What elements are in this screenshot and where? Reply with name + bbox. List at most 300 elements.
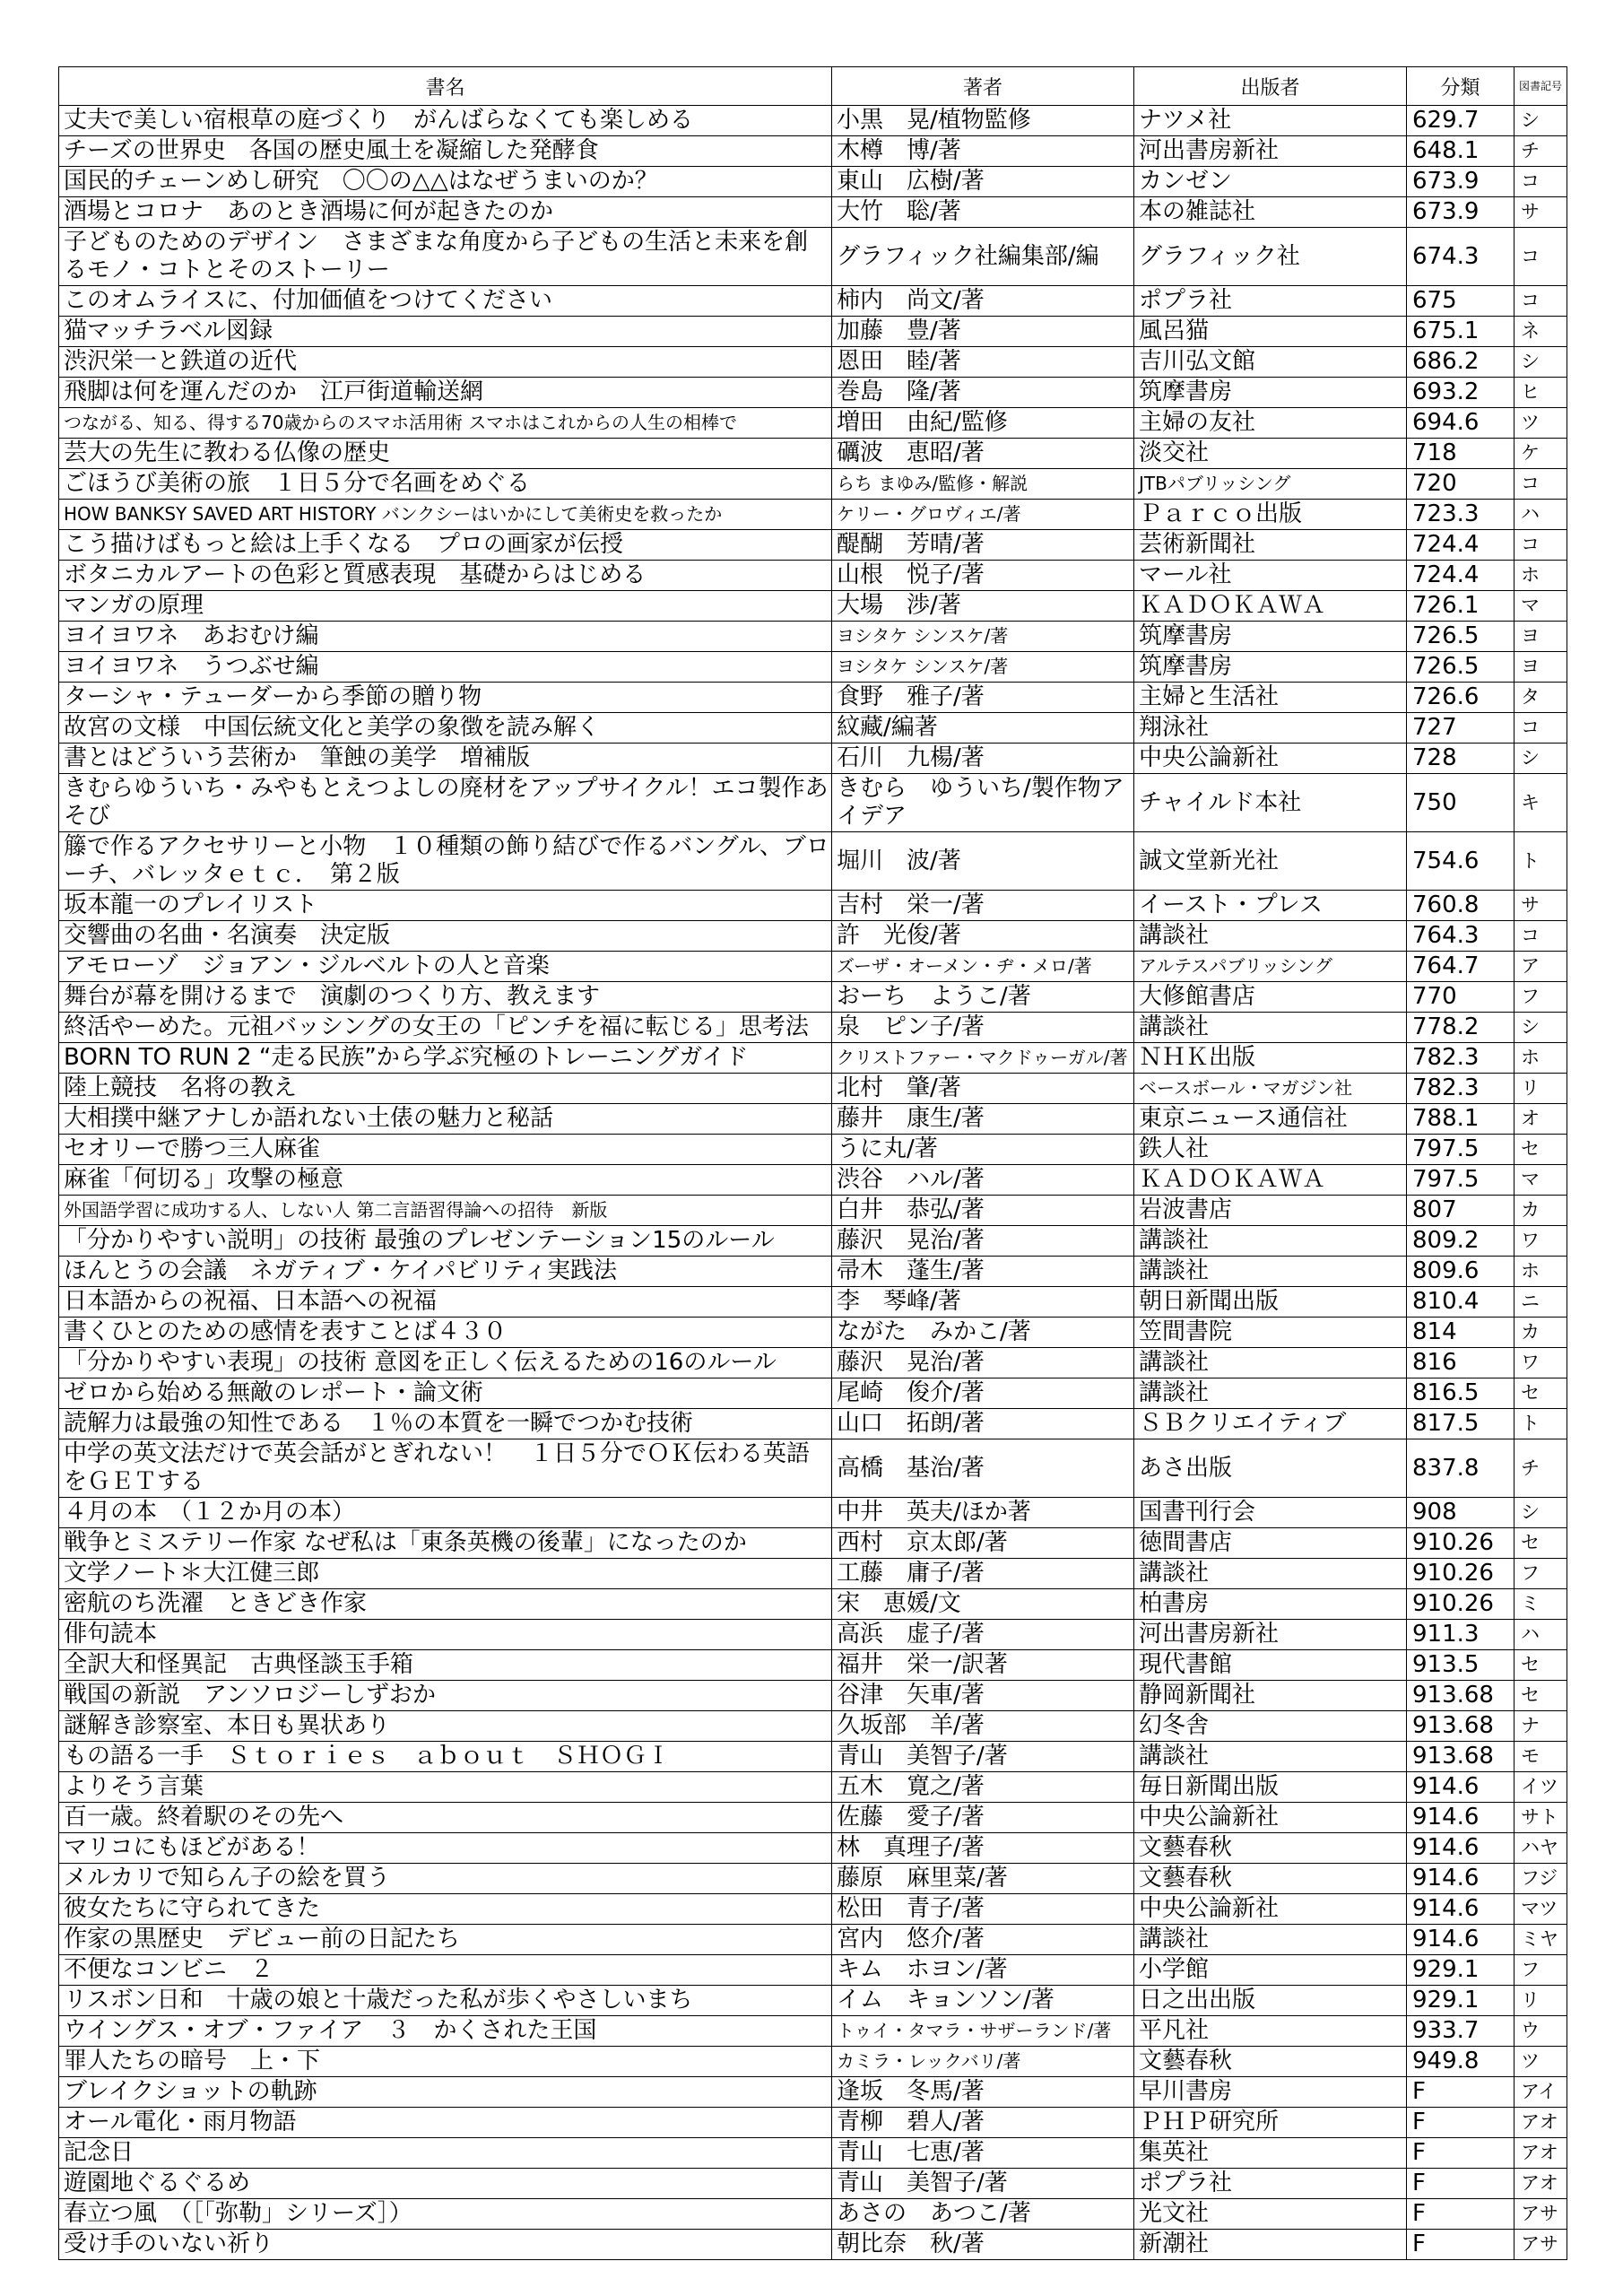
book-title: アモローゾ ジョアン・ジルベルトの人と音楽 (59, 952, 832, 982)
book-author: 尾崎 俊介/著 (832, 1378, 1134, 1409)
book-mark: フ (1515, 982, 1567, 1013)
book-mark: オ (1515, 1104, 1567, 1135)
book-classification: 913.5 (1407, 1650, 1515, 1681)
book-title: オール電化・雨月物語 (59, 2108, 832, 2138)
book-title: ４月の本 （１２か月の本） (59, 1498, 832, 1528)
table-row (59, 832, 1567, 891)
book-title: 作家の黒歴史 デビュー前の日記たち (59, 1925, 832, 1955)
book-author: 東山 広樹/著 (832, 167, 1134, 197)
book-author: 中井 英夫/ほか著 (832, 1498, 1134, 1528)
book-publisher: 日之出出版 (1134, 1986, 1407, 2016)
book-publisher: 本の雑誌社 (1134, 197, 1407, 228)
book-mark: リ (1515, 1074, 1567, 1104)
book-mark: イツ (1515, 1772, 1567, 1803)
book-author: 小黒 晃/植物監修 (832, 106, 1134, 136)
book-classification: 726.1 (1407, 591, 1515, 622)
book-author: 白井 恭弘/著 (832, 1196, 1134, 1226)
book-title: セオリーで勝つ三人麻雀 (59, 1135, 832, 1165)
book-title: ごほうび美術の旅 １日５分で名画をめぐる (59, 469, 832, 500)
book-mark: コ (1515, 530, 1567, 561)
table-row (59, 1894, 1567, 1925)
table-row (59, 1986, 1567, 2016)
book-classification: 797.5 (1407, 1135, 1515, 1165)
book-publisher: 筑摩書房 (1134, 622, 1407, 652)
book-publisher: 集英社 (1134, 2138, 1407, 2169)
table-row (59, 167, 1567, 197)
book-author: 加藤 豊/著 (832, 317, 1134, 347)
book-title: 百一歳。終着駅のその先へ (59, 1803, 832, 1833)
table-row (59, 744, 1567, 774)
book-title: よりそう言葉 (59, 1772, 832, 1803)
book-title: ヨイヨワネ うつぶせ編 (59, 652, 832, 683)
book-title: 渋沢栄一と鉄道の近代 (59, 347, 832, 378)
book-publisher: 光文社 (1134, 2199, 1407, 2230)
book-classification: 933.7 (1407, 2016, 1515, 2047)
book-author: 青山 美智子/著 (832, 2169, 1134, 2199)
table-row (59, 1589, 1567, 1620)
table-row (59, 530, 1567, 561)
book-mark: ト (1515, 1409, 1567, 1439)
book-publisher: 風呂猫 (1134, 317, 1407, 347)
book-title: 外国語学習に成功する人、しない人 第二言語習得論への招待 新版 (59, 1196, 832, 1226)
book-author: 青山 美智子/著 (832, 1742, 1134, 1772)
book-classification: 750 (1407, 774, 1515, 832)
book-title: つながる、知る、得する70歳からのスマホ活用術 スマホはこれからの人生の相棒で (59, 408, 832, 439)
book-title: 戦争とミステリー作家 なぜ私は「東条英機の後輩」になったのか (59, 1528, 832, 1559)
book-title: 戦国の新説 アンソロジーしずおか (59, 1681, 832, 1711)
book-author: らち まゆみ/監修・解説 (832, 469, 1134, 500)
book-mark: カ (1515, 1196, 1567, 1226)
book-classification: 760.8 (1407, 891, 1515, 921)
book-classification: F (1407, 2138, 1515, 2169)
header-title: 書名 (59, 67, 832, 106)
book-title: 文学ノート＊大江健三郎 (59, 1559, 832, 1589)
book-classification: 782.3 (1407, 1074, 1515, 1104)
table-row (59, 136, 1567, 167)
book-author: おーち ようこ/著 (832, 982, 1134, 1013)
table-row (59, 228, 1567, 286)
book-mark: ツ (1515, 2047, 1567, 2077)
table-row (59, 683, 1567, 713)
table-row (59, 1498, 1567, 1528)
book-classification: 728 (1407, 744, 1515, 774)
book-publisher: ポプラ社 (1134, 2169, 1407, 2199)
book-classification: 694.6 (1407, 408, 1515, 439)
table-row (59, 891, 1567, 921)
book-title: ターシャ・テューダーから季節の贈り物 (59, 683, 832, 713)
book-publisher: Ｐａｒｃｏ出版 (1134, 500, 1407, 530)
book-author: 松田 青子/著 (832, 1894, 1134, 1925)
book-classification: 764.3 (1407, 921, 1515, 952)
book-publisher: 筑摩書房 (1134, 652, 1407, 683)
book-author: 久坂部 羊/著 (832, 1711, 1134, 1742)
book-classification: 726.5 (1407, 622, 1515, 652)
book-author: キム ホヨン/著 (832, 1955, 1134, 1986)
table-row (59, 1165, 1567, 1196)
book-publisher: 講談社 (1134, 1013, 1407, 1043)
book-publisher: イースト・プレス (1134, 891, 1407, 921)
book-title: 遊園地ぐるぐるめ (59, 2169, 832, 2199)
book-title: 不便なコンビニ ２ (59, 1955, 832, 1986)
book-title: 酒場とコロナ あのとき酒場に何が起きたのか (59, 197, 832, 228)
book-mark: ワ (1515, 1226, 1567, 1257)
book-mark: タ (1515, 683, 1567, 713)
book-publisher: 徳間書店 (1134, 1528, 1407, 1559)
book-mark: モ (1515, 1742, 1567, 1772)
book-mark: カ (1515, 1318, 1567, 1348)
table-row (59, 347, 1567, 378)
book-classification: 929.1 (1407, 1986, 1515, 2016)
book-publisher: 吉川弘文館 (1134, 347, 1407, 378)
book-mark: キ (1515, 774, 1567, 832)
book-mark: セ (1515, 1378, 1567, 1409)
table-row (59, 1925, 1567, 1955)
book-mark: アオ (1515, 2169, 1567, 2199)
table-row (59, 2016, 1567, 2047)
book-classification: 910.26 (1407, 1559, 1515, 1589)
book-mark: コ (1515, 469, 1567, 500)
book-mark: シ (1515, 744, 1567, 774)
table-row (59, 713, 1567, 744)
book-mark: コ (1515, 228, 1567, 286)
book-author: カミラ・レックバリ/著 (832, 2047, 1134, 2077)
book-title: 中学の英文法だけで英会話がとぎれない！ １日５分でＯＫ伝わる英語をＧＥＴする (59, 1439, 832, 1498)
book-author: 工藤 庸子/著 (832, 1559, 1134, 1589)
book-mark: リ (1515, 1986, 1567, 2016)
book-author: 礪波 恵昭/著 (832, 439, 1134, 469)
book-classification: F (1407, 2169, 1515, 2199)
book-author: 宋 恵媛/文 (832, 1589, 1134, 1620)
table-row (59, 408, 1567, 439)
book-author: ケリー・グロヴィエ/著 (832, 500, 1134, 530)
table-row (59, 1439, 1567, 1498)
book-title: ブレイクショットの軌跡 (59, 2077, 832, 2108)
book-title: 故宮の文様 中国伝統文化と美学の象徴を読み解く (59, 713, 832, 744)
book-classification: 914.6 (1407, 1833, 1515, 1864)
table-row (59, 439, 1567, 469)
book-publisher: カンゼン (1134, 167, 1407, 197)
book-author: 西村 京太郎/著 (832, 1528, 1134, 1559)
book-author: 堀川 波/著 (832, 832, 1134, 891)
book-author: 大竹 聡/著 (832, 197, 1134, 228)
book-title: メルカリで知らん子の絵を買う (59, 1864, 832, 1894)
book-classification: 726.5 (1407, 652, 1515, 683)
book-title: 坂本龍一のプレイリスト (59, 891, 832, 921)
book-title: 受け手のいない祈り (59, 2230, 832, 2260)
book-publisher: 河出書房新社 (1134, 136, 1407, 167)
table-row (59, 1559, 1567, 1589)
table-row (59, 2169, 1567, 2199)
book-mark: ウ (1515, 2016, 1567, 2047)
book-publisher: 静岡新聞社 (1134, 1681, 1407, 1711)
book-title: 丈夫で美しい宿根草の庭づくり がんばらなくても楽しめる (59, 106, 832, 136)
book-author: 佐藤 愛子/著 (832, 1803, 1134, 1833)
book-mark: コ (1515, 713, 1567, 744)
book-classification: 810.4 (1407, 1287, 1515, 1318)
book-author: 帚木 蓬生/著 (832, 1257, 1134, 1287)
book-publisher: 毎日新聞出版 (1134, 1772, 1407, 1803)
book-title: ゼロから始める無敵のレポート・論文術 (59, 1378, 832, 1409)
book-mark: アオ (1515, 2108, 1567, 2138)
book-mark: ヨ (1515, 652, 1567, 683)
book-author: 藤原 麻里菜/著 (832, 1864, 1134, 1894)
book-mark: マツ (1515, 1894, 1567, 1925)
book-author: 朝比奈 秋/著 (832, 2230, 1134, 2260)
book-publisher: 淡交社 (1134, 439, 1407, 469)
book-mark: ワ (1515, 1348, 1567, 1378)
book-publisher: 講談社 (1134, 1742, 1407, 1772)
book-publisher: 国書刊行会 (1134, 1498, 1407, 1528)
book-mark: ハヤ (1515, 1833, 1567, 1864)
book-classification: F (1407, 2108, 1515, 2138)
book-title: BORN TO RUN 2 “走る民族”から学ぶ究極のトレーニングガイド (59, 1043, 832, 1074)
book-title: ヨイヨワネ あおむけ編 (59, 622, 832, 652)
book-author: 柿内 尚文/著 (832, 286, 1134, 317)
book-classification: F (1407, 2199, 1515, 2230)
book-classification: 910.26 (1407, 1589, 1515, 1620)
book-author: 渋谷 ハル/著 (832, 1165, 1134, 1196)
book-classification: 673.9 (1407, 197, 1515, 228)
book-publisher: 講談社 (1134, 1378, 1407, 1409)
book-author: 宮内 悠介/著 (832, 1925, 1134, 1955)
book-author: 許 光俊/著 (832, 921, 1134, 952)
book-mark: アオ (1515, 2138, 1567, 2169)
book-publisher: 文藝春秋 (1134, 1864, 1407, 1894)
table-row (59, 1226, 1567, 1257)
book-publisher: 文藝春秋 (1134, 1833, 1407, 1864)
book-author: 逢坂 冬馬/著 (832, 2077, 1134, 2108)
book-title: もの語る一手 Ｓｔｏｒｉｅｓ ａｂｏｕｔ ＳＨＯＧＩ (59, 1742, 832, 1772)
book-title: 書とはどういう芸術か 筆蝕の美学 増補版 (59, 744, 832, 774)
book-title: 日本語からの祝福、日本語への祝福 (59, 1287, 832, 1318)
book-publisher: 朝日新聞出版 (1134, 1287, 1407, 1318)
book-publisher: 翔泳社 (1134, 713, 1407, 744)
book-classification: 809.6 (1407, 1257, 1515, 1287)
book-author: 高橋 基治/著 (832, 1439, 1134, 1498)
book-mark: チ (1515, 136, 1567, 167)
table-row (59, 1348, 1567, 1378)
book-classification: 908 (1407, 1498, 1515, 1528)
book-mark: コ (1515, 286, 1567, 317)
book-title: HOW BANKSY SAVED ART HISTORY バンクシーはいかにして美術史を救ったか (59, 500, 832, 530)
book-title: きむらゆういち・みやもとえつよしの廃材をアップサイクル！エコ製作あそび (59, 774, 832, 832)
book-title: 読解力は最強の知性である １％の本質を一瞬でつかむ技術 (59, 1409, 832, 1439)
book-publisher: 芸術新聞社 (1134, 530, 1407, 561)
book-classification: 727 (1407, 713, 1515, 744)
book-list-body (59, 106, 1567, 2260)
book-author: 藤井 康生/著 (832, 1104, 1134, 1135)
book-publisher: 中央公論新社 (1134, 744, 1407, 774)
book-classification: 817.5 (1407, 1409, 1515, 1439)
book-mark: シ (1515, 106, 1567, 136)
book-classification: 726.6 (1407, 683, 1515, 713)
book-author: 食野 雅子/著 (832, 683, 1134, 713)
book-title: 芸大の先生に教わる仏像の歴史 (59, 439, 832, 469)
book-mark: マ (1515, 591, 1567, 622)
book-classification: 724.4 (1407, 530, 1515, 561)
book-classification: 629.7 (1407, 106, 1515, 136)
book-author: 大場 渉/著 (832, 591, 1134, 622)
book-title: リスボン日和 十歳の娘と十歳だった私が歩くやさしいまち (59, 1986, 832, 2016)
book-classification: 782.3 (1407, 1043, 1515, 1074)
book-mark: サ (1515, 197, 1567, 228)
table-row (59, 1955, 1567, 1986)
table-row (59, 1528, 1567, 1559)
book-classification: 816.5 (1407, 1378, 1515, 1409)
book-mark: マ (1515, 1165, 1567, 1196)
table-row (59, 378, 1567, 408)
book-title: 全訳大和怪異記 古典怪談玉手箱 (59, 1650, 832, 1681)
book-author: 谷津 矢車/著 (832, 1681, 1134, 1711)
book-author: あさの あつこ/著 (832, 2199, 1134, 2230)
book-classification: 910.26 (1407, 1528, 1515, 1559)
book-classification: 648.1 (1407, 136, 1515, 167)
book-mark: ハ (1515, 500, 1567, 530)
book-classification: 913.68 (1407, 1711, 1515, 1742)
book-classification: 693.2 (1407, 378, 1515, 408)
book-title: 舞台が幕を開けるまで 演劇のつくり方、教えます (59, 982, 832, 1013)
book-classification: 914.6 (1407, 1864, 1515, 1894)
book-mark: アイ (1515, 2077, 1567, 2108)
book-title: 陸上競技 名将の教え (59, 1074, 832, 1104)
book-classification: F (1407, 2230, 1515, 2260)
book-author: うに丸/著 (832, 1135, 1134, 1165)
book-author: 醍醐 芳晴/著 (832, 530, 1134, 561)
book-classification: 914.6 (1407, 1803, 1515, 1833)
table-row (59, 1803, 1567, 1833)
book-publisher: 新潮社 (1134, 2230, 1407, 2260)
table-row (59, 774, 1567, 832)
book-title: 俳句読本 (59, 1620, 832, 1650)
book-author: 青柳 碧人/著 (832, 2108, 1134, 2138)
book-mark: ホ (1515, 1043, 1567, 1074)
table-row (59, 1196, 1567, 1226)
table-row (59, 1318, 1567, 1348)
book-publisher: 鉄人社 (1134, 1135, 1407, 1165)
book-publisher: 河出書房新社 (1134, 1620, 1407, 1650)
book-author: 福井 栄一/訳著 (832, 1650, 1134, 1681)
book-author: 藤沢 晃治/著 (832, 1348, 1134, 1378)
book-title: 罪人たちの暗号 上・下 (59, 2047, 832, 2077)
table-header-row (59, 67, 1567, 106)
book-publisher: 岩波書店 (1134, 1196, 1407, 1226)
book-title: 籐で作るアクセサリーと小物 １０種類の飾り結びで作るバングル、ブローチ、バレッタｅｔｃ． 第２版 (59, 832, 832, 891)
book-mark: ニ (1515, 1287, 1567, 1318)
book-classification: 675 (1407, 286, 1515, 317)
table-row (59, 2047, 1567, 2077)
book-publisher: ＳＢクリエイティブ (1134, 1409, 1407, 1439)
book-author: 巻島 隆/著 (832, 378, 1134, 408)
book-author: トゥイ・タマラ・サザーランド/著 (832, 2016, 1134, 2047)
table-row (59, 1257, 1567, 1287)
book-publisher: 大修館書店 (1134, 982, 1407, 1013)
book-title: こう描けばもっと絵は上手くなる プロの画家が伝授 (59, 530, 832, 561)
book-author: 増田 由紀/監修 (832, 408, 1134, 439)
book-classification: 837.8 (1407, 1439, 1515, 1498)
book-author: 木樽 博/著 (832, 136, 1134, 167)
book-classification: 929.1 (1407, 1955, 1515, 1986)
book-author: 泉 ピン子/著 (832, 1013, 1134, 1043)
book-title: チーズの世界史 各国の歴史風土を凝縮した発酵食 (59, 136, 832, 167)
book-publisher: JTBパブリッシング (1134, 469, 1407, 500)
book-classification: 914.6 (1407, 1894, 1515, 1925)
book-title: 麻雀「何切る」攻撃の極意 (59, 1165, 832, 1196)
book-title: 謎解き診察室、本日も異状あり (59, 1711, 832, 1742)
table-row (59, 1013, 1567, 1043)
book-classification: 809.2 (1407, 1226, 1515, 1257)
book-mark: ア (1515, 952, 1567, 982)
book-classification: 914.6 (1407, 1925, 1515, 1955)
table-row (59, 197, 1567, 228)
book-classification: 686.2 (1407, 347, 1515, 378)
table-row (59, 1287, 1567, 1318)
book-publisher: ＫＡＤＯＫＡＷＡ (1134, 1165, 1407, 1196)
book-mark: セ (1515, 1681, 1567, 1711)
book-mark: ヨ (1515, 622, 1567, 652)
table-row (59, 286, 1567, 317)
book-mark: コ (1515, 921, 1567, 952)
table-row (59, 1135, 1567, 1165)
book-publisher: 柏書房 (1134, 1589, 1407, 1620)
table-row (59, 952, 1567, 982)
book-mark: ミ (1515, 1589, 1567, 1620)
book-author: きむら ゆういち/製作物アイデア (832, 774, 1134, 832)
book-classification: 911.3 (1407, 1620, 1515, 1650)
book-mark: ハ (1515, 1620, 1567, 1650)
book-publisher: チャイルド本社 (1134, 774, 1407, 832)
book-classification: 754.6 (1407, 832, 1515, 891)
book-author: クリストファー・マクドゥーガル/著 (832, 1043, 1134, 1074)
book-classification: F (1407, 2077, 1515, 2108)
table-row (59, 982, 1567, 1013)
table-row (59, 2077, 1567, 2108)
book-author: 青山 七恵/著 (832, 2138, 1134, 2169)
book-publisher: 中央公論新社 (1134, 1894, 1407, 1925)
book-publisher: 講談社 (1134, 1257, 1407, 1287)
book-publisher: 講談社 (1134, 921, 1407, 952)
table-row (59, 469, 1567, 500)
book-publisher: マール社 (1134, 561, 1407, 591)
book-mark: アサ (1515, 2230, 1567, 2260)
book-classification: 807 (1407, 1196, 1515, 1226)
book-mark: フジ (1515, 1864, 1567, 1894)
book-classification: 914.6 (1407, 1772, 1515, 1803)
book-mark: アサ (1515, 2199, 1567, 2230)
book-publisher: 現代書館 (1134, 1650, 1407, 1681)
table-row (59, 622, 1567, 652)
book-publisher: ＰＨＰ研究所 (1134, 2108, 1407, 2138)
book-publisher: 誠文堂新光社 (1134, 832, 1407, 891)
book-classification: 674.3 (1407, 228, 1515, 286)
book-classification: 797.5 (1407, 1165, 1515, 1196)
table-row (59, 1681, 1567, 1711)
header-author: 著者 (832, 67, 1134, 106)
book-mark: ナ (1515, 1711, 1567, 1742)
book-author: 高浜 虚子/著 (832, 1620, 1134, 1650)
book-publisher: 東京ニュース通信社 (1134, 1104, 1407, 1135)
book-classification: 913.68 (1407, 1681, 1515, 1711)
table-row (59, 652, 1567, 683)
table-row (59, 1711, 1567, 1742)
table-row (59, 1650, 1567, 1681)
book-author: ヨシタケ シンスケ/著 (832, 622, 1134, 652)
book-author: 李 琴峰/著 (832, 1287, 1134, 1318)
book-publisher: あさ出版 (1134, 1439, 1407, 1498)
table-row (59, 1620, 1567, 1650)
book-classification: 770 (1407, 982, 1515, 1013)
book-author: 吉村 栄一/著 (832, 891, 1134, 921)
table-row (59, 1104, 1567, 1135)
